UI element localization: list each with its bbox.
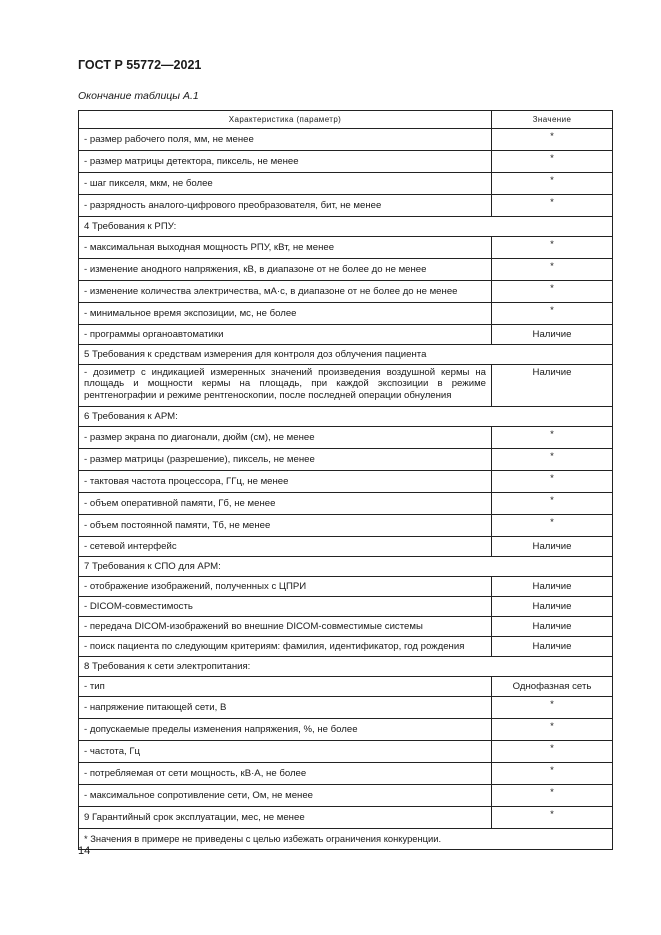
value-cell: Наличие <box>492 365 613 407</box>
table-row <box>79 325 613 345</box>
parameter-cell: 9 Гарантийный срок эксплуатации, мес, не менее <box>79 807 492 829</box>
parameter-cell: - объем оперативной памяти, Гб, не менее <box>79 493 492 515</box>
value-cell: Однофазная сеть <box>492 677 613 697</box>
section-title: 8 Требования к сети электропитания: <box>79 657 613 677</box>
document-standard-number: ГОСТ Р 55772—2021 <box>78 58 202 72</box>
table-body <box>79 129 613 829</box>
parameter-cell: - шаг пикселя, мкм, не более <box>79 173 492 195</box>
value-cell: * <box>492 719 613 741</box>
value-cell: Наличие <box>492 577 613 597</box>
table-row <box>79 597 613 617</box>
table-section-row <box>79 217 613 237</box>
table-caption: Окончание таблицы А.1 <box>78 90 199 102</box>
parameter-cell: - максимальное сопротивление сети, Ом, не менее <box>79 785 492 807</box>
parameter-cell: - отображение изображений, полученных с ЦПРИ <box>79 577 492 597</box>
table-row <box>79 259 613 281</box>
value-cell: * <box>492 449 613 471</box>
value-cell: * <box>492 741 613 763</box>
table-row <box>79 237 613 259</box>
value-cell: * <box>492 237 613 259</box>
table-row <box>79 281 613 303</box>
parameter-cell: - объем постоянной памяти, Тб, не менее <box>79 515 492 537</box>
value-cell: * <box>492 129 613 151</box>
parameter-cell: - тип <box>79 677 492 697</box>
section-title: 7 Требования к СПО для АРМ: <box>79 557 613 577</box>
parameter-cell: - размер экрана по диагонали, дюйм (см), не менее <box>79 427 492 449</box>
value-cell: * <box>492 259 613 281</box>
header-parameter: Характеристика (параметр) <box>79 111 492 129</box>
table-row <box>79 151 613 173</box>
value-cell: * <box>492 493 613 515</box>
parameter-cell: - программы органоавтоматики <box>79 325 492 345</box>
value-cell: * <box>492 807 613 829</box>
value-cell: * <box>492 697 613 719</box>
table-row <box>79 427 613 449</box>
table-section-row <box>79 657 613 677</box>
table-row <box>79 637 613 657</box>
table-row <box>79 577 613 597</box>
table-row <box>79 785 613 807</box>
parameter-cell: - изменение анодного напряжения, кВ, в диапазоне от не более до не менее <box>79 259 492 281</box>
parameter-cell: - максимальная выходная мощность РПУ, кВт, не менее <box>79 237 492 259</box>
table-row <box>79 677 613 697</box>
table-row <box>79 471 613 493</box>
value-cell: * <box>492 151 613 173</box>
table-row <box>79 537 613 557</box>
requirements-table <box>78 110 613 850</box>
value-cell: * <box>492 195 613 217</box>
table-row <box>79 515 613 537</box>
table-row <box>79 195 613 217</box>
parameter-cell: - потребляемая от сети мощность, кВ·А, не более <box>79 763 492 785</box>
table-row <box>79 719 613 741</box>
parameter-cell: - размер матрицы детектора, пиксель, не менее <box>79 151 492 173</box>
parameter-cell: - изменение количества электричества, мА·с, в диапазоне от не более до не менее <box>79 281 492 303</box>
parameter-cell: - поиск пациента по следующим критериям: фамилия, идентификатор, год рождения <box>79 637 492 657</box>
parameter-cell: - сетевой интерфейс <box>79 537 492 557</box>
table-row <box>79 807 613 829</box>
table-row <box>79 763 613 785</box>
parameter-cell: - DICOM-совместимость <box>79 597 492 617</box>
value-cell: * <box>492 763 613 785</box>
section-title: 5 Требования к средствам измерения для контроля доз облучения пациента <box>79 345 613 365</box>
value-cell: * <box>492 471 613 493</box>
parameter-cell: - размер рабочего поля, мм, не менее <box>79 129 492 151</box>
value-cell: Наличие <box>492 537 613 557</box>
parameter-cell: - частота, Гц <box>79 741 492 763</box>
header-value: Значение <box>492 111 613 129</box>
value-cell: * <box>492 515 613 537</box>
value-cell: * <box>492 785 613 807</box>
table-row <box>79 173 613 195</box>
value-cell: Наличие <box>492 637 613 657</box>
table-section-row <box>79 557 613 577</box>
parameter-cell: - тактовая частота процессора, ГГц, не менее <box>79 471 492 493</box>
page-number: 14 <box>78 845 91 857</box>
parameter-cell: - размер матрицы (разрешение), пиксель, не менее <box>79 449 492 471</box>
parameter-cell: - дозиметр с индикацией измеренных значений произведения воздушной кермы на площадь и мощности кермы на площадь, при каждой экспозиции в режиме рентгенографии и режиме рентгеноскопии, после последней операции обнуления <box>79 365 492 407</box>
table-section-row <box>79 345 613 365</box>
parameter-cell: - передача DICOM-изображений во внешние DICOM-совместимые системы <box>79 617 492 637</box>
table-row <box>79 365 613 407</box>
table-row <box>79 741 613 763</box>
value-cell: * <box>492 281 613 303</box>
footnote-text: * Значения в примере не приведены с целью избежать ограничения конкуренции. <box>79 829 613 850</box>
value-cell: * <box>492 427 613 449</box>
table-row <box>79 617 613 637</box>
parameter-cell: - минимальное время экспозиции, мс, не более <box>79 303 492 325</box>
table-row <box>79 449 613 471</box>
value-cell: Наличие <box>492 617 613 637</box>
parameter-cell: - разрядность аналого-цифрового преобразователя, бит, не менее <box>79 195 492 217</box>
section-title: 4 Требования к РПУ: <box>79 217 613 237</box>
table-row <box>79 697 613 719</box>
value-cell: * <box>492 303 613 325</box>
value-cell: Наличие <box>492 597 613 617</box>
parameter-cell: - напряжение питающей сети, В <box>79 697 492 719</box>
section-title: 6 Требования к АРМ: <box>79 407 613 427</box>
table-row <box>79 303 613 325</box>
footnote-row <box>79 829 613 850</box>
value-cell: Наличие <box>492 325 613 345</box>
table-row <box>79 129 613 151</box>
table-row <box>79 493 613 515</box>
table-section-row <box>79 407 613 427</box>
value-cell: * <box>492 173 613 195</box>
parameter-cell: - допускаемые пределы изменения напряжения, %, не более <box>79 719 492 741</box>
table-header-row <box>79 111 613 129</box>
